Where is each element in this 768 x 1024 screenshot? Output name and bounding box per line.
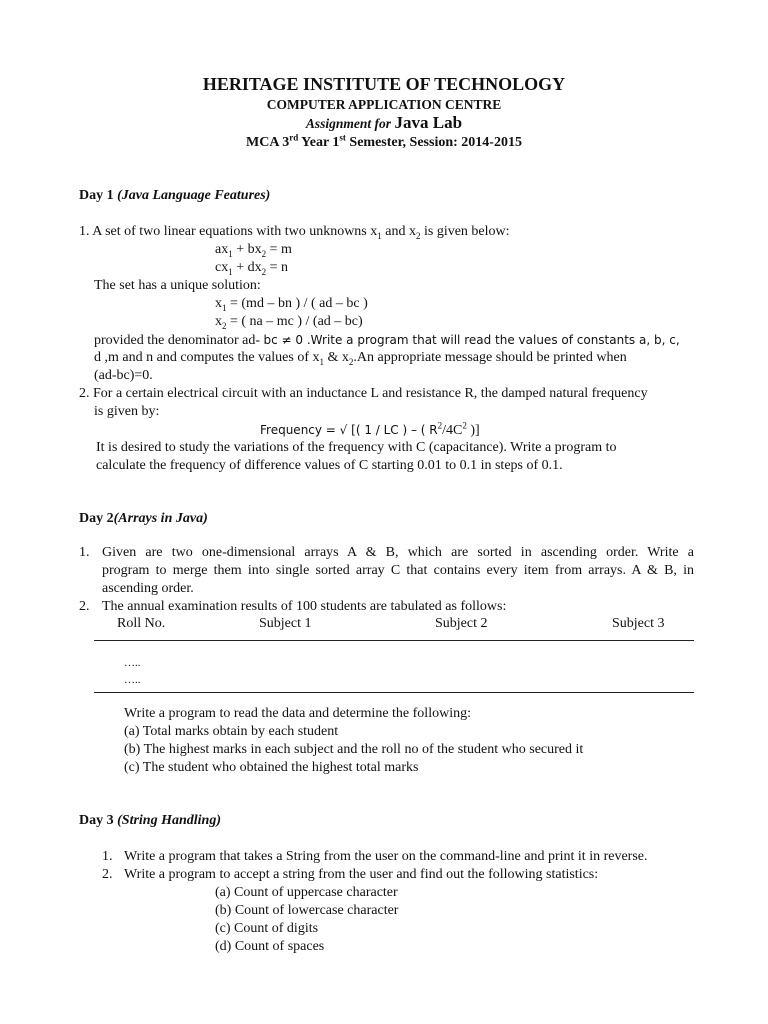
day1-q2-line: calculate the frequency of difference values of C starting 0.01 to 0.1 in steps of 0.1.: [96, 458, 563, 473]
day1-q2-line: It is desired to study the variations of the frequency with C (capacitance). Write a program to: [96, 440, 617, 455]
day1-q2-line: is given by:: [94, 404, 160, 419]
assignment-line: [0, 114, 768, 134]
institute-title: HERITAGE INSTITUTE OF TECHNOLOGY: [202, 74, 566, 94]
text: ax: [215, 242, 229, 257]
day3-title: Day 3: [79, 813, 114, 828]
text: = m: [266, 242, 292, 257]
semester-line: [0, 134, 768, 152]
text: + bx: [232, 242, 262, 257]
text: = n: [266, 260, 289, 275]
text: x: [215, 296, 222, 311]
list-number: 1.: [102, 849, 113, 864]
day3-topic: (String Handling): [117, 813, 221, 828]
day2-topic: (Arrays in Java): [113, 511, 208, 526]
day1-heading: [79, 187, 270, 205]
text: provided the denominator ad-: [94, 333, 264, 348]
day2-q1-line: Given are two one-dimensional arrays A & B, which are sorted in ascending order. Write a: [102, 545, 694, 560]
day2-q2-line: The annual examination results of 100 students are tabulated as follows:: [102, 599, 507, 614]
text: 1. A set of two linear equations with two unknowns x: [79, 224, 378, 239]
text: bc ≠ 0 .Write a program that will read the values of constants a, b, c,: [263, 333, 680, 347]
table-placeholder-row: …..: [124, 657, 141, 669]
day3-stat-item: (d) Count of spaces: [215, 939, 325, 954]
semester-sup: rd: [289, 132, 299, 143]
day3-stat-item: (b) Count of lowercase character: [215, 903, 399, 918]
day3-stat-item: (c) Count of digits: [215, 921, 319, 936]
day2-task-intro: Write a program to read the data and determine the following:: [124, 706, 471, 721]
day3-q2-text: Write a program to accept a string from the user and find out the following statistics:: [124, 867, 599, 882]
text: Frequency = √ [( 1 / LC ) – ( R: [260, 423, 438, 437]
table-header-cell: Roll No.: [117, 616, 166, 631]
lab-name: Java Lab: [394, 113, 463, 132]
equation-1: $ax_1 + bx_2 = m$: [215, 242, 292, 259]
table-placeholder-row: …..: [124, 674, 141, 686]
day2-title: Day 2: [79, 511, 114, 526]
day3-stat-item: (a) Count of uppercase character: [215, 885, 398, 900]
text: is given below:: [420, 224, 510, 239]
text: + dx: [232, 260, 262, 275]
text: /4C: [442, 423, 463, 438]
text: & x: [324, 350, 349, 365]
semester-sup: st: [339, 132, 346, 143]
solution-1: $x_1 = (md$ – bn ) / ( ad – bc ): [215, 296, 368, 313]
frequency-formula: Frequency = √ [( 1 / LC ) – ( $R^2/4C^2$ )]: [260, 420, 480, 438]
table-header-cell: Subject 2: [435, 616, 488, 631]
semester-part: Semester, Session: 2014-2015: [345, 135, 522, 150]
table-header-cell: Subject 3: [612, 616, 665, 631]
centre-name: COMPUTER APPLICATION CENTRE: [266, 97, 502, 112]
semester-part: Year 1: [298, 135, 340, 150]
day2-q1-line: ascending order.: [102, 581, 194, 596]
day1-topic: (Java Language Features): [117, 188, 271, 203]
day2-heading: [79, 510, 208, 528]
list-number: 2.: [79, 599, 90, 614]
text: x: [215, 314, 222, 329]
list-number: 2.: [102, 867, 113, 882]
text: )]: [466, 423, 480, 438]
text: d ,m and n and computes the values of x: [94, 350, 320, 365]
day1-title: Day 1: [79, 188, 114, 203]
solution-2: $x_2$ = ( na – mc ) / (ad – bc): [215, 314, 363, 331]
day2-task-item: (b) The highest marks in each subject and the roll no of the student who secured it: [124, 742, 584, 757]
day3-q1-text: Write a program that takes a String from the user on the command-line and print it in reverse.: [124, 849, 648, 864]
text: cx: [215, 260, 229, 275]
table-top-rule: [94, 640, 694, 641]
day1-q2-line: 2. For a certain electrical circuit with an inductance L and resistance R, the damped natural frequency: [79, 386, 648, 401]
denominator-condition: [94, 331, 680, 350]
unique-solution-text: The set has a unique solution:: [94, 278, 261, 293]
list-number: 1.: [79, 545, 90, 560]
text: .An appropriate message should be printed when: [353, 350, 627, 365]
day1-q1-line: (ad-bc)=0.: [94, 368, 153, 383]
table-bottom-rule: [94, 692, 694, 693]
semester-part: MCA 3: [246, 135, 290, 150]
text: = (md – bn ) / ( ad – bc ): [226, 296, 368, 311]
day3-heading: [79, 812, 221, 830]
table-header-cell: Subject 1: [259, 616, 312, 631]
day2-task-item: (a) Total marks obtain by each student: [124, 724, 339, 739]
text: = ( na – mc ) / (ad – bc): [226, 314, 363, 329]
equation-2: $cx_1 + dx_2 = n$: [215, 260, 289, 277]
day2-q1-line: program to merge them into single sorted array C that contains every item from arrays. A & B, in: [102, 563, 694, 578]
assignment-prefix: Assignment for: [305, 116, 392, 131]
day1-q1-intro: 1. A set of two linear equations with two unknowns $x_1$ and $x_2$ is given below:: [79, 224, 510, 241]
day2-task-item: (c) The student who obtained the highest total marks: [124, 760, 419, 775]
day1-q1-line: d ,m and n and computes the values of $x_1$ & $x_2.An$ appropriate message should be printed when: [94, 350, 627, 367]
text: and x: [381, 224, 416, 239]
